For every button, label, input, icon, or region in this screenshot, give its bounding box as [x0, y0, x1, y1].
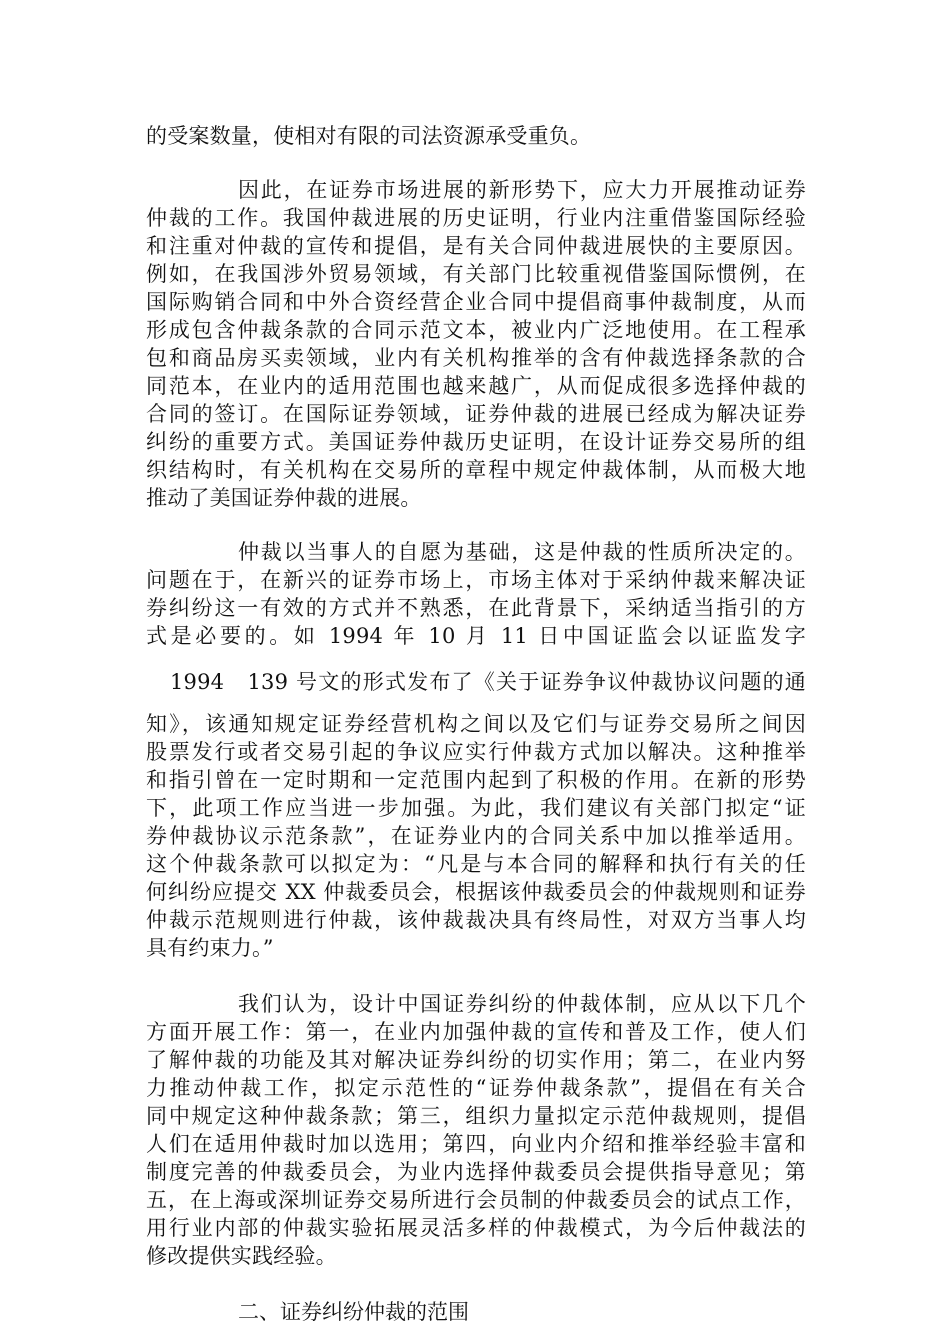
- text-line: 券纠纷这一有效的方式并不熟悉，在此背景下，采纳适当指引的方: [146, 596, 806, 620]
- text-line: 式是必要的。如 1994 年 10 月 11 日中国证监会以证监发字: [146, 624, 806, 648]
- text-line: 国际购销合同和中外合资经营企业合同中提倡商事仲裁制度，从而: [146, 290, 806, 314]
- text-line: 修改提供实践经验。: [146, 1244, 337, 1268]
- text-line: 仲裁的工作。我国仲裁进展的历史证明，行业内注重借鉴国际经验: [146, 206, 806, 230]
- text-line: 包和商品房买卖领域，业内有关机构推举的含有仲裁选择条款的合: [146, 346, 806, 370]
- text-line: 合同的签订。在国际证券领域，证券仲裁的进展已经成为解决证券: [146, 402, 806, 426]
- text-line: 这个仲裁条款可以拟定为：“凡是与本合同的解释和执行有关的任: [146, 852, 806, 876]
- text-line: 和注重对仲裁的宣传和提倡，是有关合同仲裁进展快的主要原因。: [146, 234, 806, 258]
- text-line: 何纠纷应提交 XX 仲裁委员会，根据该仲裁委员会的仲裁规则和证券: [146, 880, 806, 904]
- text-line: 的受案数量，使相对有限的司法资源承受重负。: [146, 124, 592, 148]
- text-line: 形成包含仲裁条款的合同示范文本，被业内广泛地使用。在工程承: [146, 318, 806, 342]
- text-line: 因此，在证券市场进展的新形势下，应大力开展推动证券: [238, 178, 806, 202]
- text-line: 推动了美国证券仲裁的进展。: [146, 486, 422, 510]
- text-line: 纠纷的重要方式。美国证券仲裁历史证明，在设计证券交易所的组: [146, 430, 806, 454]
- text-line: 同范本，在业内的适用范围也越来越广，从而促成很多选择仲裁的: [146, 374, 806, 398]
- text-line: 仲裁以当事人的自愿为基础，这是仲裁的性质所决定的。: [238, 540, 806, 564]
- text-line: 仲裁示范规则进行仲裁，该仲裁裁决具有终局性，对双方当事人均: [146, 908, 806, 932]
- text-line: 股票发行或者交易引起的争议应实行仲裁方式加以解决。这种推举: [146, 740, 806, 764]
- text-line: 用行业内部的仲裁实验拓展灵活多样的仲裁模式，为今后仲裁法的: [146, 1216, 806, 1240]
- text-line: 知》，该通知规定证券经营机构之间以及它们与证券交易所之间因: [146, 712, 806, 736]
- text-line: 券仲裁协议示范条款”，在证券业内的合同关系中加以推举适用。: [146, 824, 806, 848]
- section-heading: 二、证券纠纷仲裁的范围: [238, 1300, 469, 1324]
- text-line: 问题在于，在新兴的证券市场上，市场主体对于采纳仲裁来解决证: [146, 568, 806, 592]
- text-line: 下，此项工作应当进一步加强。为此，我们建议有关部门拟定“证: [146, 796, 806, 820]
- text-line: 了解仲裁的功能及其对解决证券纠纷的切实作用；第二，在业内努: [146, 1048, 806, 1072]
- text-line: 人们在适用仲裁时加以选用；第四，向业内介绍和推举经验丰富和: [146, 1132, 806, 1156]
- text-line: 方面开展工作：第一，在业内加强仲裁的宣传和普及工作，使人们: [146, 1020, 806, 1044]
- text-line: 制度完善的仲裁委员会，为业内选择仲裁委员会提供指导意见；第: [146, 1160, 806, 1184]
- text-line: 和指引曾在一定时期和一定范围内起到了积极的作用。在新的形势: [146, 768, 806, 792]
- text-line: 同中规定这种仲裁条款；第三，组织力量拟定示范仲裁规则，提倡: [146, 1104, 806, 1128]
- text-line: 五，在上海或深圳证券交易所进行会员制的仲裁委员会的试点工作，: [146, 1188, 806, 1212]
- text-line: 我们认为，设计中国证券纠纷的仲裁体制，应从以下几个: [238, 992, 806, 1016]
- text-line: 例如，在我国涉外贸易领域，有关部门比较重视借鉴国际惯例，在: [146, 262, 806, 286]
- text-line: 具有约束力。”: [146, 936, 274, 960]
- text-line: 1994 139 号文的形式发布了《关于证券争议仲裁协议问题的通: [170, 670, 806, 694]
- text-line: 力推动仲裁工作，拟定示范性的“证券仲裁条款”，提倡在有关合: [146, 1076, 806, 1100]
- text-line: 织结构时，有关机构在交易所的章程中规定仲裁体制，从而极大地: [146, 458, 806, 482]
